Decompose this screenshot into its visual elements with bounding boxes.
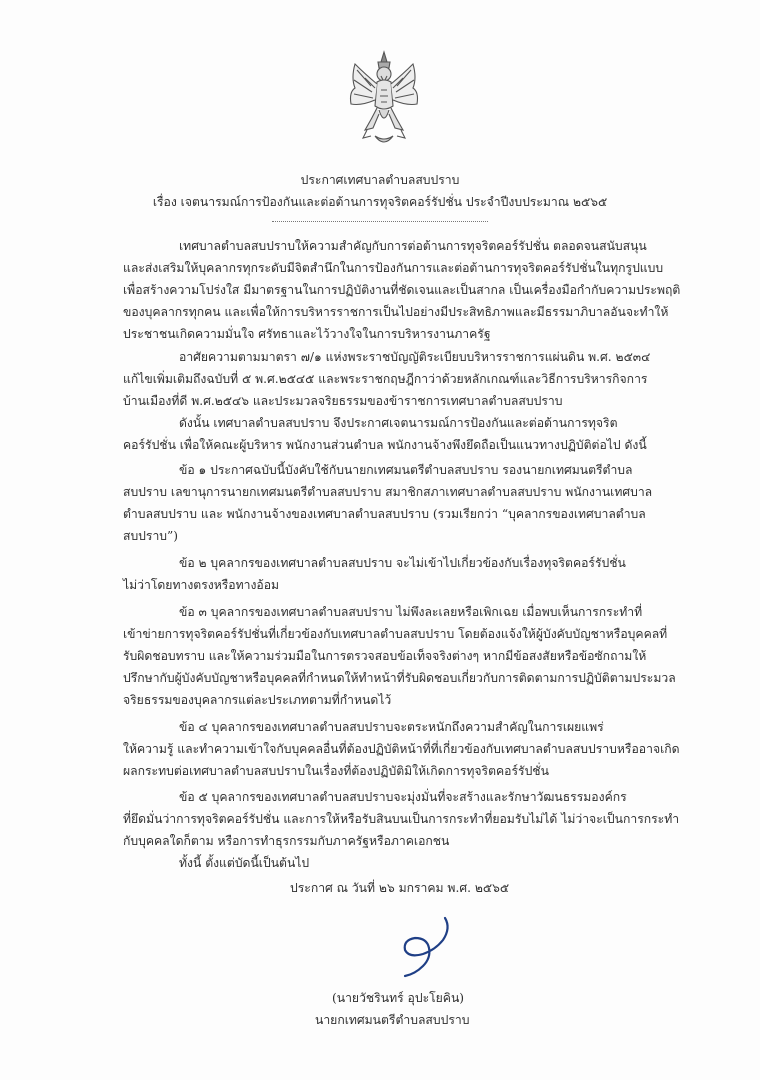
- signatory-name: (นายวัชรินทร์ อุปะโยคิน): [332, 991, 465, 1005]
- body-line: และส่งเสริมให้บุคลากรทุกระดับมีจิตสำนึกในการป้องกันการและต่อต้านการทุจริตคอร์รัปชั่นในทุกรูปแบบ: [123, 261, 664, 275]
- body-line: ข้อ ๔ บุคลากรของเทศบาลตำบลสบปราบจะตระหนักถึงความสำคัญในการเผยแพร่: [179, 720, 604, 734]
- announcement-subject: เรื่อง เจตนารมณ์การป้องกันและต่อต้านการทุจริตคอร์รัปชั่น ประจำปีงบประมาณ ๒๕๖๕: [152, 195, 608, 209]
- body-line: ของบุคลากรทุกคน และเพื่อให้การบริหารราชการเป็นไปอย่างมีประสิทธิภาพและมีธรรมาภิบาลอันจะทำให้: [123, 305, 669, 319]
- announcement-title: ประกาศเทศบาลตำบลสบปราบ: [300, 173, 460, 187]
- body-line: จริยธรรมของบุคลากรแต่ละประเภทตามที่กำหนดไว้: [123, 693, 392, 707]
- body-line: ที่ยึดมั่นว่าการทุจริตคอร์รัปชั่น และการให้หรือรับสินบนเป็นการกระทำที่ยอมรับไม่ได้ ไม่ว่าจะเป็นการกระทำ: [123, 812, 680, 826]
- body-line: เข้าข่ายการทุจริตคอร์รัปชั่นที่เกี่ยวข้องกับเทศบาลตำบลสบปราบ โดยต้องแจ้งให้ผู้บังคับบัญชาหรือบุคคลที่: [123, 627, 668, 641]
- announce-date: ประกาศ ณ วันที่ ๒๖ มกราคม พ.ศ. ๒๕๖๕: [290, 881, 510, 895]
- body-line: ปรึกษากับผู้บังคับบัญชาหรือบุคคลที่กำหนดให้ทำหน้าที่รับผิดชอบเกี่ยวกับการติดตามการปฏิบัติตามประมวล: [123, 671, 676, 685]
- body-line: คอร์รัปชั่น เพื่อให้คณะผู้บริหาร พนักงานส่วนตำบล พนักงานจ้างพึงยึดถือเป็นแนวทางปฏิบัติต่อไป ดังนี้: [123, 438, 647, 452]
- body-line: รับผิดชอบทราบ และให้ความร่วมมือในการตรวจสอบข้อเท็จจริงต่างๆ หากมีข้อสงสัยหรือข้อซักถามให้: [123, 649, 647, 663]
- body-line: ผลกระทบต่อเทศบาลตำบลสบปราบในเรื่องที่ต้องปฏิบัติมิให้เกิดการทุจริตคอร์รัปชั่น: [123, 764, 549, 778]
- body-line: ข้อ ๑ ประกาศฉบับนี้บังคับใช้กับนายกเทศมนตรีตำบลสบปราบ รองนายกเทศมนตรีตำบล: [179, 463, 633, 477]
- body-line: เทศบาลตำบลสบปราบให้ความสำคัญกับการต่อต้านการทุจริตคอร์รัปชั่น ตลอดจนสนับสนุน: [179, 239, 647, 253]
- body-line: ข้อ ๕ บุคลากรของเทศบาลตำบลสบปราบจะมุ่งมั่นที่จะสร้างและรักษาวัฒนธรรมองค์กร: [179, 790, 627, 804]
- body-line: เพื่อสร้างความโปร่งใส มีมาตรฐานในการปฏิบัติงานที่ชัดเจนและเป็นสากล เป็นเครื่องมือกำกับความประพฤติ: [123, 283, 681, 297]
- body-line: ประชาชนเกิดความมั่นใจ ศรัทธาและไว้วางใจในการบริหารงานภาครัฐ: [123, 327, 491, 341]
- body-line: ทั้งนี้ ตั้งแต่บัดนี้เป็นต้นไป: [179, 856, 310, 870]
- body-line: กับบุคคลใดก็ตาม หรือการทำธุรกรรมกับภาครัฐหรือภาคเอกชน: [123, 834, 450, 848]
- body-line: ข้อ ๓ บุคลากรของเทศบาลตำบลสบปราบ ไม่พึงละเลยหรือเพิกเฉย เมื่อพบเห็นการกระทำที่: [179, 605, 643, 619]
- body-line: ให้ความรู้ และทำความเข้าใจกับบุคคลอื่นที่ต้องปฏิบัติหน้าที่ที่เกี่ยวข้องกับเทศบาลตำบลสบปราบหรืออาจเกิด: [123, 742, 680, 756]
- body-line: ไม่ว่าโดยทางตรงหรือทางอ้อม: [123, 578, 280, 592]
- body-line: สบปราบ เลขานุการนายกเทศมนตรีตำบลสบปราบ สมาชิกสภาเทศบาลตำบลสบปราบ พนักงานเทศบาล: [123, 485, 653, 499]
- body-line: ดังนั้น เทศบาลตำบลสบปราบ จึงประกาศเจตนารมณ์การป้องกันและต่อต้านการทุจริต: [179, 416, 618, 430]
- body-line: อาศัยความตามมาตรา ๗/๑ แห่งพระราชบัญญัติระเบียบบริหารราชการแผ่นดิน พ.ศ. ๒๕๓๔: [179, 350, 651, 364]
- separator-dotted-line: [272, 221, 488, 222]
- handwritten-signature: [385, 914, 465, 980]
- signatory-position: นายกเทศมนตรีตำบลสบปราบ: [315, 1013, 470, 1027]
- body-line: ตำบลสบปราบ และ พนักงานจ้างของเทศบาลตำบลสบปราบ (รวมเรียกว่า “บุคลากรของเทศบาลตำบล: [123, 507, 646, 521]
- garuda-emblem-icon: [345, 48, 423, 152]
- body-line: แก้ไขเพิ่มเติมถึงฉบับที่ ๕ พ.ศ.๒๕๔๕ และพระราชกฤษฎีกาว่าด้วยหลักเกณฑ์และวิธีการบริหารกิจการ: [123, 372, 648, 386]
- body-line: บ้านเมืองที่ดี พ.ศ.๒๕๔๖ และประมวลจริยธรรมของข้าราชการเทศบาลตำบลสบปราบ: [123, 394, 563, 408]
- body-line: ข้อ ๒ บุคลากรของเทศบาลตำบลสบปราบ จะไม่เข้าไปเกี่ยวข้องกับเรื่องทุจริตคอร์รัปชั่น: [179, 556, 626, 570]
- body-line: สบปราบ”): [123, 529, 179, 543]
